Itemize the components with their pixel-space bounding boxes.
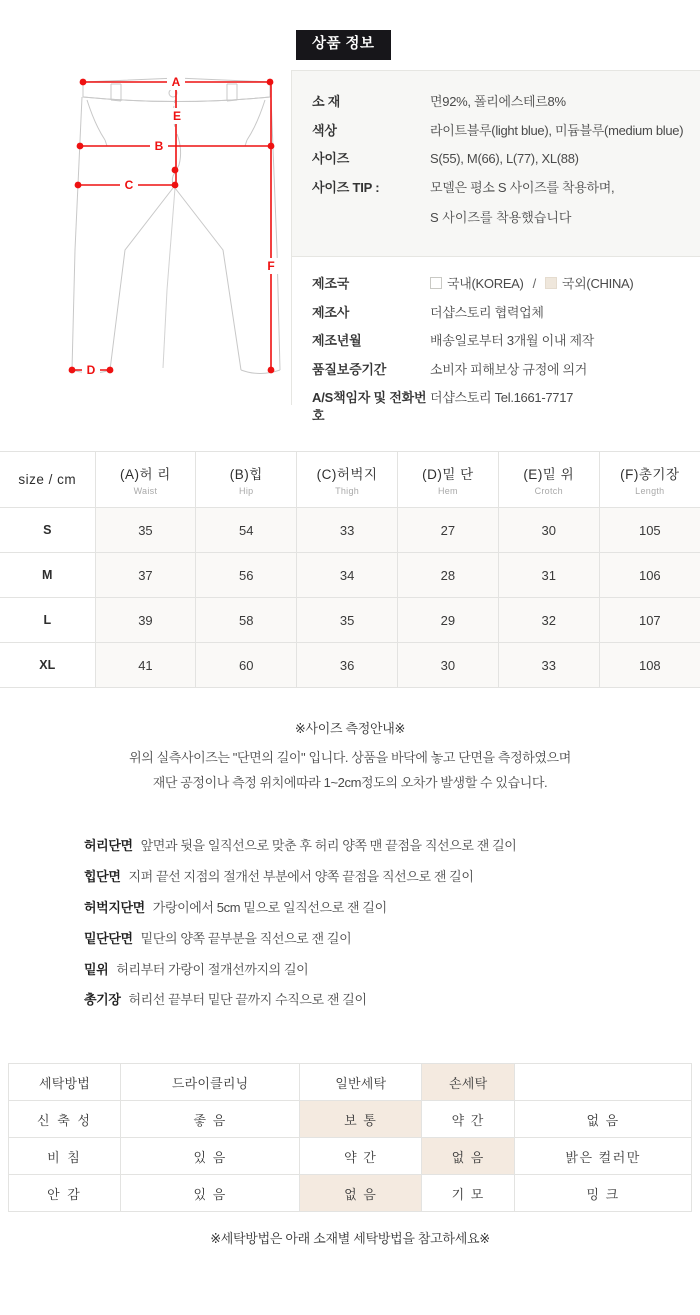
care-row-label-wash-method: 세탁방법: [9, 1064, 121, 1101]
size-cell: 108: [599, 643, 700, 688]
spec-upper-section: [292, 71, 700, 256]
notice-line: 위의 실측사이즈는 "단면의 길이" 입니다. 상품을 바닥에 놓고 단면을 측정하였으며: [129, 750, 571, 765]
size-cell: 35: [95, 508, 196, 553]
size-cell: 30: [498, 508, 599, 553]
definition-term: 허벅지단면: [84, 899, 145, 915]
spec-label-size: 사이즈: [312, 151, 350, 167]
size-cell: 28: [398, 553, 499, 598]
size-cell: 29: [398, 598, 499, 643]
size-chart-corner-label: size / cm: [0, 452, 95, 508]
spec-row-manufacturer: [292, 304, 700, 322]
size-chart-col-length: (F)총기장 Length: [599, 452, 700, 508]
care-cell: 일반세탁: [300, 1064, 422, 1101]
size-chart-col-thigh: (C)허벅지 Thigh: [297, 452, 398, 508]
diagram-marker-e: E: [172, 109, 182, 123]
spec-label-as-contact: A/S책임자 및 전화번호: [312, 390, 427, 423]
spec-row-manufacture-date: [292, 332, 700, 350]
size-cell: 60: [196, 643, 297, 688]
spec-label-size-tip: 사이즈 TIP :: [312, 179, 380, 195]
definition-term: 총기장: [84, 992, 121, 1008]
size-cell: 31: [498, 553, 599, 598]
table-row: [0, 508, 700, 553]
care-cell: 없 음: [515, 1101, 692, 1138]
size-chart-col-hem: (D)밑 단 Hem: [398, 452, 499, 508]
care-cell: 있 음: [121, 1138, 300, 1175]
diagram-marker-d: D: [86, 363, 96, 377]
size-measurement-notice: [0, 718, 700, 795]
notice-line: 재단 공정이나 측정 위치에따라 1~2cm정도의 오차가 발생할 수 있습니다.: [152, 774, 548, 790]
spec-value-material: 면92%, 폴리에스테르8%: [430, 94, 566, 109]
definition-term: 허리단면: [84, 838, 133, 853]
size-cell: 39: [95, 598, 196, 643]
notice-title: ※사이즈 측정안내※: [294, 721, 406, 736]
size-cell: 36: [297, 643, 398, 688]
size-cell: 106: [599, 553, 700, 598]
country-overseas-label: 국외(CHINA): [561, 276, 634, 291]
care-instructions-table: [8, 1063, 692, 1212]
care-cell: 약 간: [422, 1101, 515, 1138]
size-cell: 30: [398, 643, 499, 688]
definition-term: 힙단면: [84, 868, 121, 884]
diagram-marker-a: A: [171, 75, 181, 89]
care-cell: [515, 1064, 692, 1101]
size-cell: 35: [297, 598, 398, 643]
product-spec-box: [291, 70, 700, 423]
care-method-footer-note: ※세탁방법은 아래 소재별 세탁방법을 참고하세요※: [210, 1231, 490, 1246]
care-cell: 드라이클리닝: [121, 1064, 300, 1101]
definition-desc: 허리부터 가랑이 절개선까지의 길이: [116, 961, 309, 977]
spec-row-color: [292, 122, 700, 140]
care-row-label-lining: 안 감: [9, 1175, 121, 1212]
diagram-marker-b: B: [154, 139, 164, 153]
care-cell: 밝은 컬러만: [515, 1138, 692, 1175]
size-cell: 58: [196, 598, 297, 643]
size-cell: 33: [498, 643, 599, 688]
care-cell: 밍 크: [515, 1175, 692, 1212]
definition-desc: 허리선 끝부터 밑단 끝까지 수직으로 잰 길이: [128, 992, 367, 1008]
size-chart-col-crotch: (E)밑 위 Crotch: [498, 452, 599, 508]
spec-label-material: 소 재: [312, 94, 341, 109]
care-cell: 좋 음: [121, 1101, 300, 1138]
table-row: [0, 643, 700, 688]
definition-desc: 가랑이에서 5cm 밑으로 일직선으로 잰 길이: [152, 899, 387, 915]
care-cell: 기 모: [422, 1175, 515, 1212]
table-row: [0, 598, 700, 643]
checkbox-domestic-icon[interactable]: [430, 277, 442, 289]
definition-waist: [84, 838, 644, 855]
checkbox-overseas-icon[interactable]: [545, 277, 557, 289]
size-cell: 107: [599, 598, 700, 643]
definition-hip: [84, 869, 644, 886]
product-info-badge: 상품 정보: [296, 30, 391, 60]
spec-row-material: [292, 93, 700, 111]
table-row: [9, 1138, 692, 1175]
spec-value-manufacturer: 더샵스토리 협력업체: [430, 304, 544, 320]
spec-row-size-tip: [292, 179, 700, 197]
size-chart-col-waist: (A)허 리 Waist: [95, 452, 196, 508]
size-cell: 34: [297, 553, 398, 598]
care-cell-selected: 없 음: [422, 1138, 515, 1175]
spec-row-warranty: [292, 361, 700, 379]
definition-thigh: [84, 900, 644, 917]
care-cell: 약 간: [300, 1138, 422, 1175]
spec-row-as-contact: [292, 389, 700, 424]
care-cell-selected: 없 음: [300, 1175, 422, 1212]
size-chart-header-row: [0, 452, 700, 508]
size-cell: 33: [297, 508, 398, 553]
size-cell: 105: [599, 508, 700, 553]
size-cell: 27: [398, 508, 499, 553]
spec-label-country: 제조국: [312, 276, 350, 291]
care-cell-selected: 손세탁: [422, 1064, 515, 1101]
table-row: [9, 1064, 692, 1101]
spec-value-warranty: 소비자 피해보상 규정에 의거: [430, 361, 588, 377]
country-separator: /: [532, 276, 536, 291]
definition-term: 밑위: [84, 961, 109, 977]
spec-label-manufacturer: 제조사: [312, 304, 350, 320]
spec-value-as-contact: 더샵스토리 Tel.1661-7717: [430, 390, 574, 406]
measurement-definitions: [84, 838, 644, 1023]
care-cell: 있 음: [121, 1175, 300, 1212]
size-cell: 56: [196, 553, 297, 598]
table-row: [9, 1175, 692, 1212]
size-cell: 32: [498, 598, 599, 643]
definition-desc: 밑단의 양쪽 끝부분을 직선으로 잰 길이: [140, 930, 352, 946]
product-info-section: [0, 0, 700, 430]
spec-row-country: [292, 275, 700, 293]
definition-hem: [84, 931, 644, 948]
diagram-marker-c: C: [124, 178, 134, 192]
spec-label-warranty: 품질보증기간: [312, 361, 387, 377]
definition-desc: 앞면과 뒷을 일직선으로 맞춘 후 허리 양쪽 맨 끝점을 직선으로 잰 길이: [140, 838, 517, 853]
definition-crotch: [84, 962, 644, 979]
spec-size-tip-continued: S 사이즈를 착용했습니다: [430, 210, 572, 226]
country-domestic-label: 국내(KOREA): [447, 276, 524, 291]
size-row-label-s: S: [0, 508, 95, 553]
spec-value-color: 라이트블루(light blue), 미듐블루(medium blue): [430, 122, 684, 138]
spec-manufacture-section: [292, 256, 700, 423]
size-cell: 37: [95, 553, 196, 598]
table-row: [9, 1101, 692, 1138]
pants-measurement-diagram: [55, 70, 295, 410]
spec-value-manufacture-date: 배송일로부터 3개월 이내 제작: [430, 333, 594, 349]
care-row-label-sheerness: 비 침: [9, 1138, 121, 1175]
size-chart-table: [0, 451, 700, 688]
diagram-marker-f: F: [267, 259, 275, 273]
size-chart-col-hip: (B)힙 Hip: [196, 452, 297, 508]
table-row: [0, 553, 700, 598]
spec-value-size-tip: 모델은 평소 S 사이즈를 착용하며,: [430, 179, 615, 195]
spec-value-size: S(55), M(66), L(77), XL(88): [430, 151, 579, 167]
size-row-label-m: M: [0, 553, 95, 598]
care-cell-selected: 보 통: [300, 1101, 422, 1138]
spec-label-color: 색상: [312, 122, 337, 138]
definition-term: 밑단단면: [84, 930, 133, 946]
care-row-label-elasticity: 신 축 성: [9, 1101, 121, 1138]
size-row-label-l: L: [0, 598, 95, 643]
spec-label-manufacture-date: 제조년월: [312, 333, 362, 349]
definition-length: [84, 992, 644, 1009]
size-cell: 41: [95, 643, 196, 688]
definition-desc: 지퍼 끝선 지점의 절개선 부분에서 양쪽 끝점을 직선으로 잰 길이: [128, 868, 474, 884]
spec-row-size: [292, 150, 700, 168]
size-row-label-xl: XL: [0, 643, 95, 688]
size-cell: 54: [196, 508, 297, 553]
